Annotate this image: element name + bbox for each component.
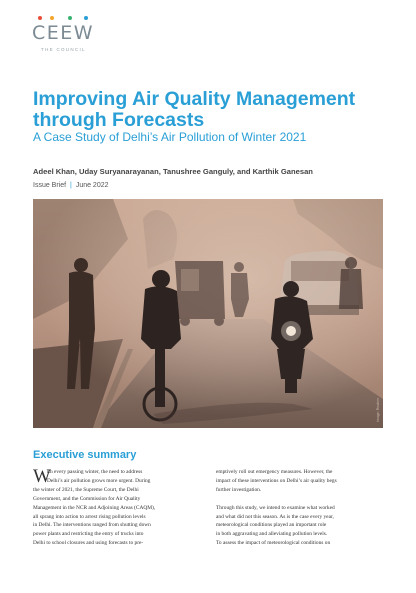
text-line: meteorological conditions played an important role xyxy=(216,522,327,529)
paragraph-gap xyxy=(216,495,386,504)
logo-wordmark: CEEW xyxy=(32,22,95,44)
text-line: the winter of 2021, the Supreme Court, the Delhi xyxy=(33,486,139,493)
issue-separator: | xyxy=(70,182,72,189)
text-line: Government, and the Commission for Air Quality xyxy=(33,495,141,502)
text-line: power plants and restricting the entry of trucks into xyxy=(33,531,144,538)
left-column xyxy=(33,468,203,548)
authors: Adeel Khan, Uday Suryanarayanan, Tanushree Ganguly, and Karthik Ganesan xyxy=(33,167,313,176)
text-line: Through this study, we intend to examine what worked xyxy=(216,504,335,511)
text-line: in both aggravating and alleviating pollution levels. xyxy=(216,531,328,538)
logo-dot-red xyxy=(38,16,42,20)
text-line: all sprang into action to arrest rising pollution levels xyxy=(33,513,146,520)
right-column xyxy=(216,468,386,548)
text-line: in Delhi. The interventions ranged from shutting down xyxy=(33,522,151,529)
text-line: Delhi to school closures and using forecasts to pre- xyxy=(33,540,144,547)
document-title: Improving Air Quality Management through Forecasts xyxy=(33,88,356,131)
text-line: To assess the impact of meteorological conditions on xyxy=(216,540,331,547)
logo-dot-green xyxy=(68,16,72,20)
issue-type: Issue Brief xyxy=(33,182,67,189)
smog-street-illustration xyxy=(33,199,383,428)
pedestrian xyxy=(67,258,95,389)
logo-dot-orange xyxy=(50,16,54,20)
issue-line xyxy=(33,182,109,189)
drop-cap: W xyxy=(33,466,51,487)
text-line: and what did not this season. As is the case every year, xyxy=(216,513,334,520)
text-line: Delhi’s air pollution grows more urgent. During xyxy=(47,477,151,484)
ceew-logo xyxy=(32,16,102,58)
cover-photo xyxy=(33,199,383,428)
logo-tagline: THE COUNCIL xyxy=(41,47,86,52)
issue-date: June 2022 xyxy=(75,182,109,189)
text-line: further investigation. xyxy=(216,486,262,493)
auto-rickshaw xyxy=(175,261,225,326)
text-line: Management in the NCR and Adjoining Areas (CAQM), xyxy=(33,504,156,511)
document-subtitle: A Case Study of Delhi’s Air Pollution of Winter 2021 xyxy=(33,130,307,144)
section-title: Executive summary xyxy=(33,449,137,461)
text-line: emptively roll out emergency measures. However, the xyxy=(216,469,333,475)
text-line: ith every passing winter, the need to address xyxy=(47,469,143,475)
logo-dot-blue xyxy=(84,16,88,20)
cyclist xyxy=(141,270,181,420)
text-line: impact of these interventions on Delhi’s air quality begs xyxy=(216,477,337,484)
photo-credit: Image: Reuters xyxy=(376,398,380,422)
